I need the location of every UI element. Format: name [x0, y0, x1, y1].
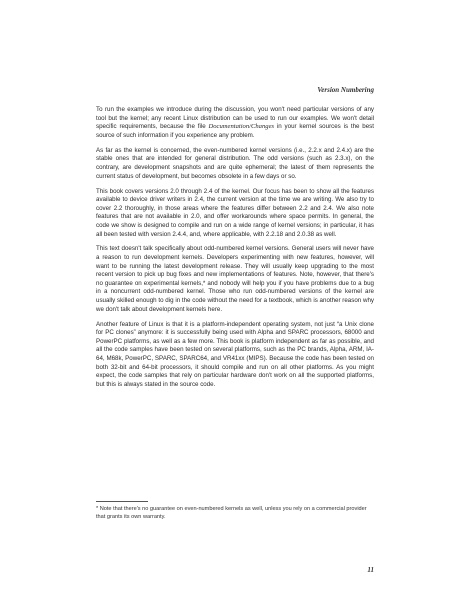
paragraph-1-text-start: To run the examples we introduce during the discussion, you won't need particular versions of any tool but the kernel; any recent Linux distribution can be used to run our examples. We won't detail specific requirements, because the file [96, 106, 374, 131]
paragraph-5: Another feature of Linux is that it is a platform-independent operating system, not just “a Unix clone for PC clones” anymore: it is successfully being used with Alpha and SPARC processors, 68000 and PowerPC platforms, as well as a few more. This book is platform independent as far as possible, and all the code samples have been tested on several platforms, such as the PC brands, Alpha, ARM, IA-64, M68k, PowerPC, SPARC, SPARC64, and VR41xx (MIPS). Because the code has been tested on both 32-bit and 64-bit processors, it should compile and run on all other platforms. As you might expect, the code samples that rely on particular hardware don't work on all the supported platforms, but this is always stated in the source code. [96, 320, 374, 388]
page-number: 11 [367, 566, 374, 574]
paragraph-1-text-end: in your kernel sources is the best source of such information if you experience any problem. [96, 123, 374, 139]
body-text [96, 106, 374, 396]
paragraph-2: As far as the kernel is concerned, the even-numbered kernel versions (i.e., 2.2.x and 2.4.x) are the stable ones that are intended for general distribution. The odd versions (such as 2.3.x), on the contrary, are development snapshots and are quite ephemeral; the latest of them represents the current status of development, but becomes obsolete in a few days or so. [96, 146, 374, 180]
file-path-italic: Documentation/Changes [208, 123, 275, 131]
paragraph-3: This book covers versions 2.0 through 2.4 of the kernel. Our focus has been to show all the features available to device driver writers in 2.4, the current version at the time we are writing. We also try to cover 2.2 thoroughly, in those areas where the features differ between 2.2 and 2.4. We also note features that are not available in 2.0, and offer workarounds where space permits. In general, the code we show is designed to compile and run on a wide range of kernel versions; in particular, it has all been tested with version 2.4.4, and, where applicable, with 2.2.18 and 2.0.38 as well. [96, 187, 374, 238]
footnote: * Note that there's no guarantee on even-numbered kernels as well, unless you rely on a commercial provider that grants its own warranty. [96, 506, 367, 520]
paragraph-4: This text doesn't talk specifically about odd-numbered kernel versions. General users will never have a reason to run development kernels. Developers experimenting with new features, however, will want to be running the latest development release. They will usually keep upgrading to the most recent version to pick up bug fixes and new implementations of features. Note, however, that there's no guarantee on experimental kernels,* and nobody will help you if you have problems due to a bug in a noncurrent odd-numbered kernel. Those who run odd-numbered versions of the kernel are usually skilled enough to dig in the code without the need for a textbook, which is another reason why we don't talk about development kernels here. [96, 245, 374, 313]
running-head: Version Numbering [317, 86, 374, 94]
footnote-divider [96, 501, 148, 502]
paragraph-1 [96, 106, 374, 140]
